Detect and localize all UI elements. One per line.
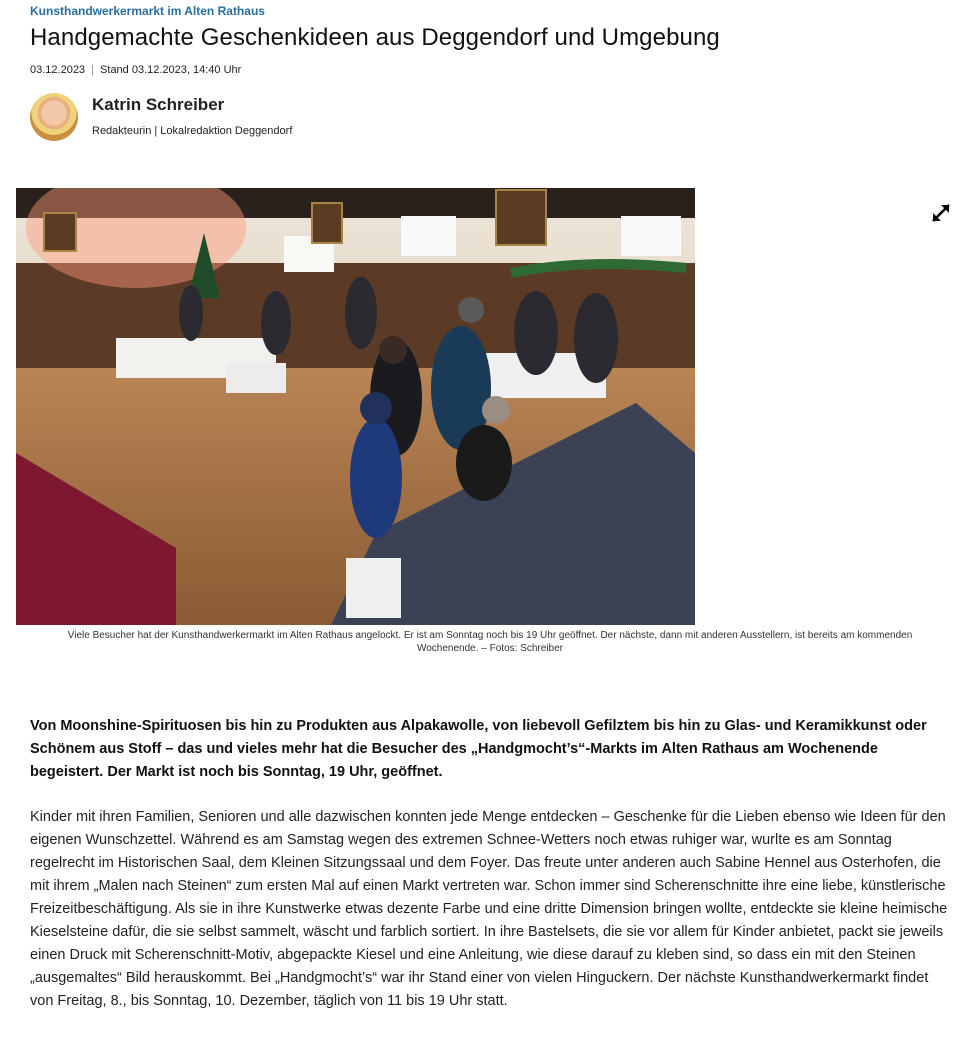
author-role: Redakteurin | Lokalredaktion Deggendorf bbox=[92, 125, 293, 137]
photo-caption: Viele Besucher hat der Kunsthandwerkermarkt im Alten Rathaus angelockt. Er ist am Sonntag noch bis 19 Uhr geöffnet. Der nächste, dann mit anderen Ausstellern, ist bereits am kommenden Wochenende. – Fotos: Schreiber bbox=[67, 630, 913, 654]
author-name[interactable]: Katrin Schreiber bbox=[92, 95, 225, 114]
publish-date: 03.12.2023 bbox=[30, 64, 86, 76]
expand-arrows-icon[interactable] bbox=[928, 200, 954, 226]
article-lead: Von Moonshine-Spirituosen bis hin zu Produkten aus Alpakawolle, von liebevoll Gefilztem bis hin zu Glas- und Keramikkunst oder Schönem aus Stoff – das und vieles mehr hat die Besucher des „Handgmocht’s“-Markts im Alten Rathaus am Wochenende begeistert. Der Markt ist noch bis Sonntag, 19 Uhr, geöffnet. bbox=[30, 718, 927, 780]
updated-timestamp: Stand 03.12.2023, 14:40 Uhr bbox=[100, 64, 242, 76]
author-avatar[interactable] bbox=[30, 93, 78, 141]
headline: Handgemachte Geschenkideen aus Deggendorf und Umgebung bbox=[30, 24, 720, 51]
meta-separator: | bbox=[91, 64, 94, 76]
article-body: Kinder mit ihren Familien, Senioren und alle dazwischen konnten jede Menge entdecken – Geschenke für die Lieben ebenso wie Ideen für den eigenen Wunschzettel. Während es am Samstag wegen des extremen Schnee-Wetters noch etwas ruhiger war, wurlte es am Sonntag regelrecht im Historischen Saal, dem Kleinen Sitzungssaal und dem Foyer. Das freute unter anderen auch Sabine Hennel aus Osterhofen, die mit ihrem „Malen nach Steinen“ zum ersten Mal auf einen Markt vertreten war. Schon immer sind Scherenschnitte ihre eine liebe, künstlerische Freizeitbeschäftigung. Als sie in ihre Kunstwerke etwas dezente Farbe und eine dritte Dimension bringen wollte, entdeckte sie kleine heimische Kieselsteine dafür, die sie selbst sammelt, wäscht und farblich sortiert. In ihre Bastelsets, die sie vor allem für Kinder anbietet, packt sie jeweils einen Druck mit Scherenschnitt-Motiv, abgepackte Kiesel und eine Anleitung, wie diese darauf zu kleben sind, so dass ein mit den Steinen „ausgemaltes“ Bild herauskommt. Bei „Handgmocht’s“ war ihr Stand einer von vielen Hinguckern. Der nächste Kunsthandwerkermarkt findet von Freitag, 8., bis Sonntag, 10. Dezember, täglich von 11 bis 19 Uhr statt. bbox=[30, 809, 948, 1009]
article-photo[interactable] bbox=[16, 188, 695, 625]
meta-line bbox=[30, 64, 241, 76]
kicker[interactable]: Kunsthandwerkermarkt im Alten Rathaus bbox=[30, 4, 265, 18]
